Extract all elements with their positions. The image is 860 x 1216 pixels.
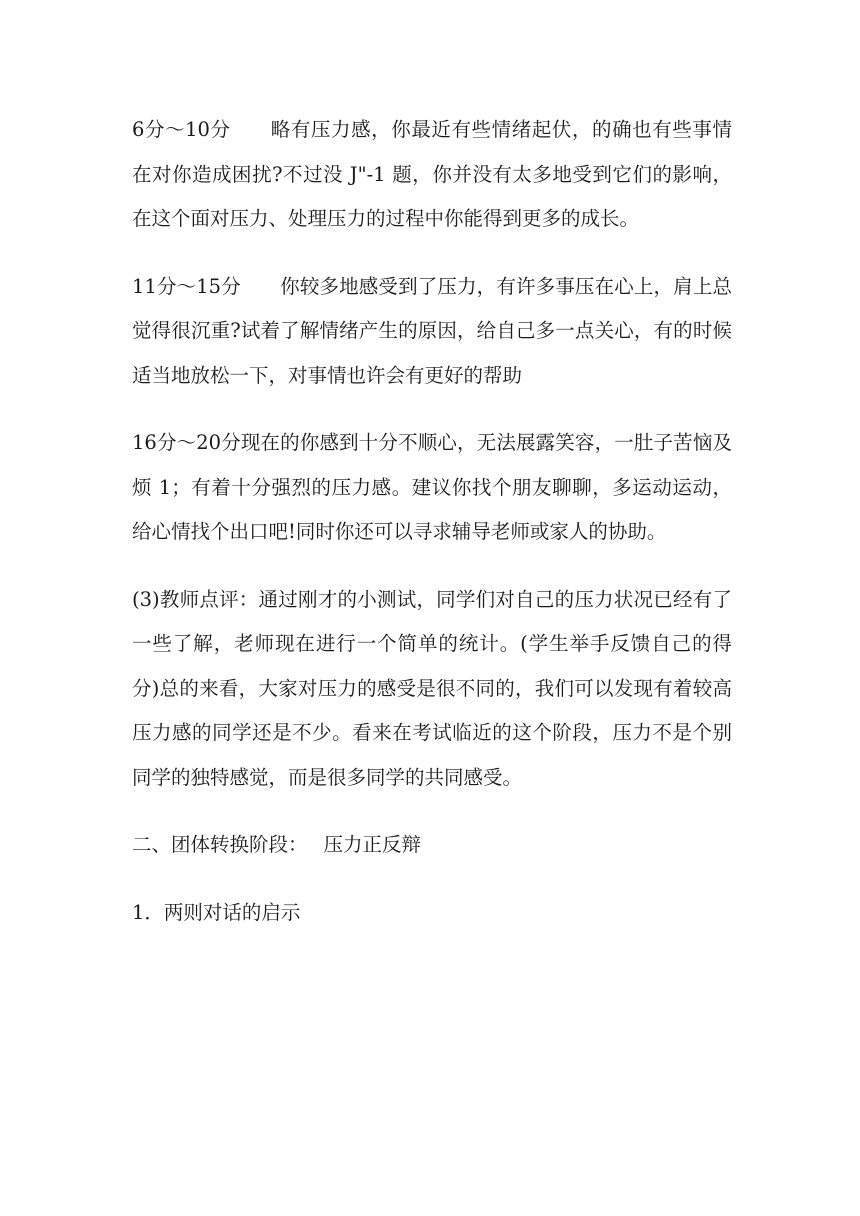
- score-range-11-15-paragraph: 11分～15分 你较多地感受到了压力，有许多事压在心上，肩上总觉得很沉重?试着了解情绪产生的原因，给自己多一点关心，有的时候适当地放松一下，对事情也许会有更好的帮助: [132, 274, 732, 387]
- teacher-comment-paragraph: (3)教师点评：通过刚才的小测试，同学们对自己的压力状况已经有了一些了解，老师现在进行一个简单的统计。(学生举手反馈自己的得分)总的来看，大家对压力的感受是很不同的，我们可以发现有着较高压力感的同学还是不少。看来在考试临近的这个阶段，压力不是个别同学的独特感觉，而是很多同学的共同感受。: [132, 587, 732, 789]
- section-heading: 二、团体转换阶段： 压力正反辩: [132, 833, 421, 856]
- subheading: 1．两则对话的启示: [132, 900, 301, 924]
- score-range-16-20-paragraph: 16分～20分现在的你感到十分不顺心，无法展露笑容，一肚子苦恼及烦 1；有着十分强烈的压力感。建议你找个朋友聊聊，多运动运动，给心情找个出口吧!同时你还可以寻求辅导老师或家人的协助。: [132, 431, 732, 543]
- document-page: [132, 108, 732, 958]
- score-range-6-10-paragraph: 6分～10分 略有压力感，你最近有些情绪起伏，的确也有些事情在对你造成困扰?不过没 J"-1 题，你并没有太多地受到它们的影响，在这个面对压力、处理压力的过程中你能得到更多的成长。: [132, 118, 732, 230]
